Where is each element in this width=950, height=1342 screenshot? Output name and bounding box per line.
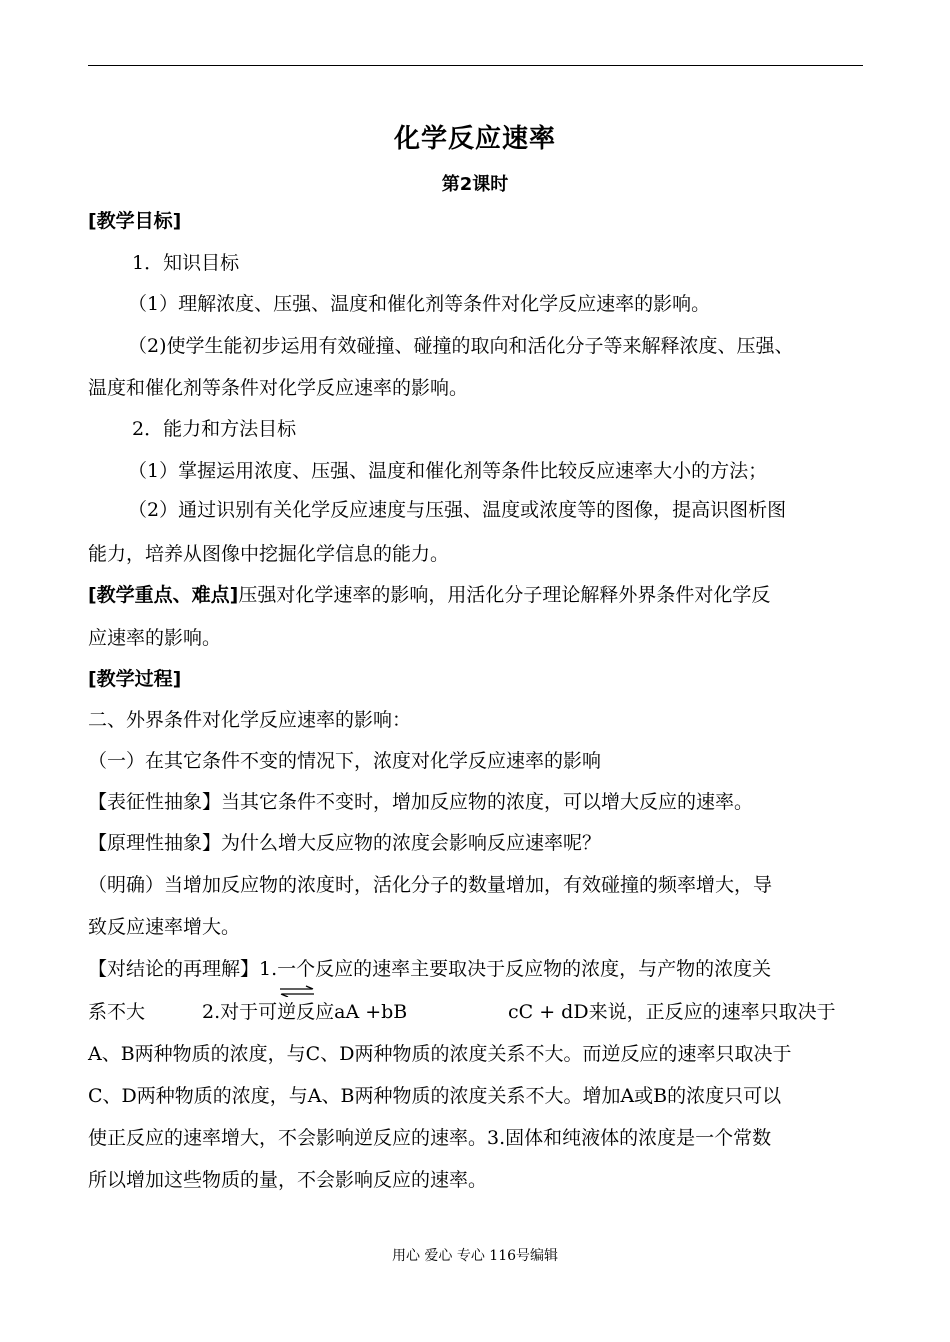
page-title: 化学反应速率: [393, 124, 556, 154]
process-line-1: 二、外界条件对化学反应速率的影响：: [88, 709, 412, 731]
page-footer: 用心 爱心 专心 116号编辑: [391, 1248, 559, 1264]
process-line-6f: 所以增加这些物质的量，不会影响反应的速率。: [88, 1169, 488, 1191]
ability-item-1: （1）掌握运用浓度、压强、温度和催化剂等条件比较反应速率大小的方法；: [128, 460, 768, 482]
keypoints-text: 压强对化学速率的影响，用活化分子理论解释外界条件对化学反: [238, 584, 771, 606]
process-line-4: 【原理性抽象】为什么增大反应物的浓度会影响反应速率呢？: [88, 832, 602, 854]
knowledge-heading: 1．知识目标: [132, 252, 240, 274]
process-line-5a: （明确）当增加反应物的浓度时，活化分子的数量增加，有效碰撞的频率增大，导: [88, 874, 773, 896]
ability-item-2-line-1: （2）通过识别有关化学反应速度与压强、温度或浓度等的图像，提高识图析图: [128, 499, 787, 521]
ability-heading: 2．能力和方法目标: [132, 418, 297, 440]
knowledge-item-1: （1）理解浓度、压强、温度和催化剂等条件对化学反应速率的影响。: [128, 293, 711, 315]
process-line-6c: A、B两种物质的浓度，与C、D两种物质的浓度关系不大。而逆反应的速率只取决于: [88, 1043, 792, 1065]
process-line-3: 【表征性抽象】当其它条件不变时，增加反应物的浓度，可以增大反应的速率。: [88, 791, 754, 813]
knowledge-item-2-line-1: （2)使学生能初步运用有效碰撞、碰撞的取向和活化分子等来解释浓度、压强、: [128, 335, 794, 357]
process-line-2: （一）在其它条件不变的情况下，浓度对化学反应速率的影响: [88, 750, 602, 772]
process-line-6b-right: cC + dD来说，正反应的速率只取决于: [508, 1001, 836, 1023]
keypoints-line-1: [88, 582, 863, 608]
goals-heading: [教学目标]: [88, 210, 182, 232]
process-line-6e: 使正反应的速率增大，不会影响逆反应的速率。3.固体和纯液体的浓度是一个常数: [88, 1127, 772, 1149]
process-line-6d: C、D两种物质的浓度，与A、B两种物质的浓度关系不大。增加A或B的浓度只可以: [88, 1085, 782, 1107]
process-line-5b: 致反应速率增大。: [88, 916, 241, 938]
process-heading: [教学过程]: [88, 668, 182, 690]
reversible-arrow-icon: [278, 985, 316, 997]
page-subtitle: 第2课时: [441, 174, 509, 195]
keypoints-line-2: 应速率的影响。: [88, 627, 222, 649]
header-rule: [88, 65, 863, 66]
ability-item-2-line-2: 能力，培养从图像中挖掘化学信息的能力。: [88, 543, 450, 565]
keypoints-label: [教学重点、难点]: [88, 584, 239, 606]
process-line-6a: 【对结论的再理解】1.一个反应的速率主要取决于反应物的浓度，与产物的浓度关: [88, 958, 772, 980]
knowledge-item-2-line-2: 温度和催化剂等条件对化学反应速率的影响。: [88, 377, 469, 399]
process-line-6b-left: 系不大 2.对于可逆反应aA +bB: [88, 1001, 408, 1023]
